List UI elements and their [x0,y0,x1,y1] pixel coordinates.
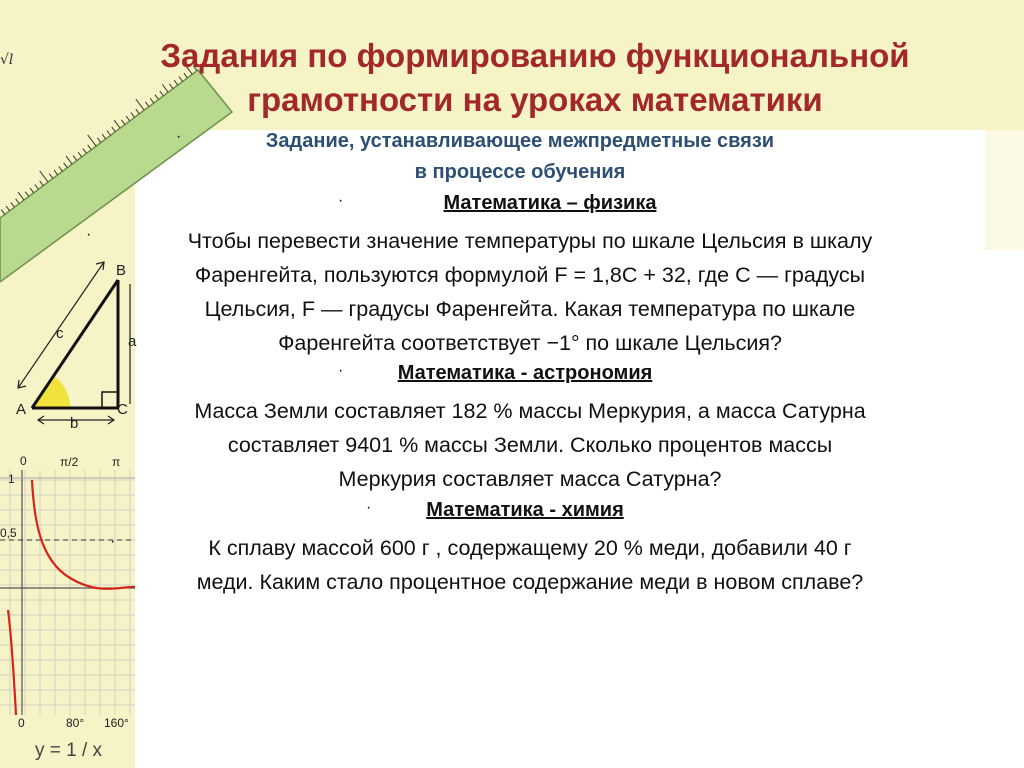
graph-formula: y = 1 / x [35,740,103,761]
section-heading-astronomy: Математика - астрономия [397,362,653,384]
astronomy-line-3: Меркурия составляет масса Сатурна? [338,467,722,491]
bullet: · [338,192,344,209]
physics-line-1: Чтобы перевести значение температуры по шкале Цельсия в шкалу [187,229,873,253]
astronomy-line-2: составляет 9401 % массы Земли. Сколько процентов массы [227,433,833,457]
physics-line-4: Фаренгейта соответствует −1° по шкале Цельсия? [278,331,782,355]
section-heading-physics: Математика – физика [443,192,657,214]
section-text-physics [95,224,965,360]
vertex-a-label: A [16,401,27,418]
section-text-chemistry [95,531,965,599]
graph-tick-top-2: π [112,455,121,469]
side-c-label: c [56,325,64,342]
subtitle-line-1: Задание, устанавливающее межпредметные связи [265,130,775,152]
chemistry-line-1: К сплаву массой 600 г , содержащему 20 % меди, добавили 40 г [208,536,852,560]
graph-tick-bottom-0: 0 [18,716,25,730]
title-line-2: грамотности на уроках математики [247,81,823,118]
bullet: · [366,499,372,516]
side-a-label: a [128,333,137,350]
vertex-c-label: C [117,401,128,418]
astronomy-line-1: Масса Земли составляет 182 % массы Меркурия, а масса Сатурна [194,399,866,423]
section-heading-chemistry: Математика - химия [426,499,624,521]
section-text-astronomy [95,394,965,496]
chemistry-line-2: меди. Каким стало процентное содержание меди в новом сплаве? [196,570,864,594]
page-title [95,34,975,122]
physics-line-3: Цельсия, F — градусы Фаренгейта. Какая температура по шкале [204,297,856,321]
graph-tick-top-0: 0 [20,454,27,468]
subtitle-line-2: в процессе обучения [414,161,626,183]
graph-tick-bottom-1: 80° [66,716,85,730]
subtitle [160,126,880,188]
bullet: · [86,226,92,243]
side-b-label: b [70,415,79,432]
vertex-b-label: B [116,262,127,279]
graph-ytick-05: 0,5 [0,526,17,540]
graph-tick-bottom-2: 160° [104,716,129,730]
graph-tick-top-1: π/2 [60,455,79,469]
bullet: · [110,533,116,550]
physics-line-2: Фаренгейта, пользуются формулой F = 1,8C + 32, где C — градусы [194,263,866,287]
graph-ytick-1: 1 [8,472,15,486]
title-line-1: Задания по формированию функциональной [160,37,910,74]
sqrt-symbol: √l [0,52,14,68]
bullet: · [176,128,182,145]
bullet: · [338,362,344,379]
